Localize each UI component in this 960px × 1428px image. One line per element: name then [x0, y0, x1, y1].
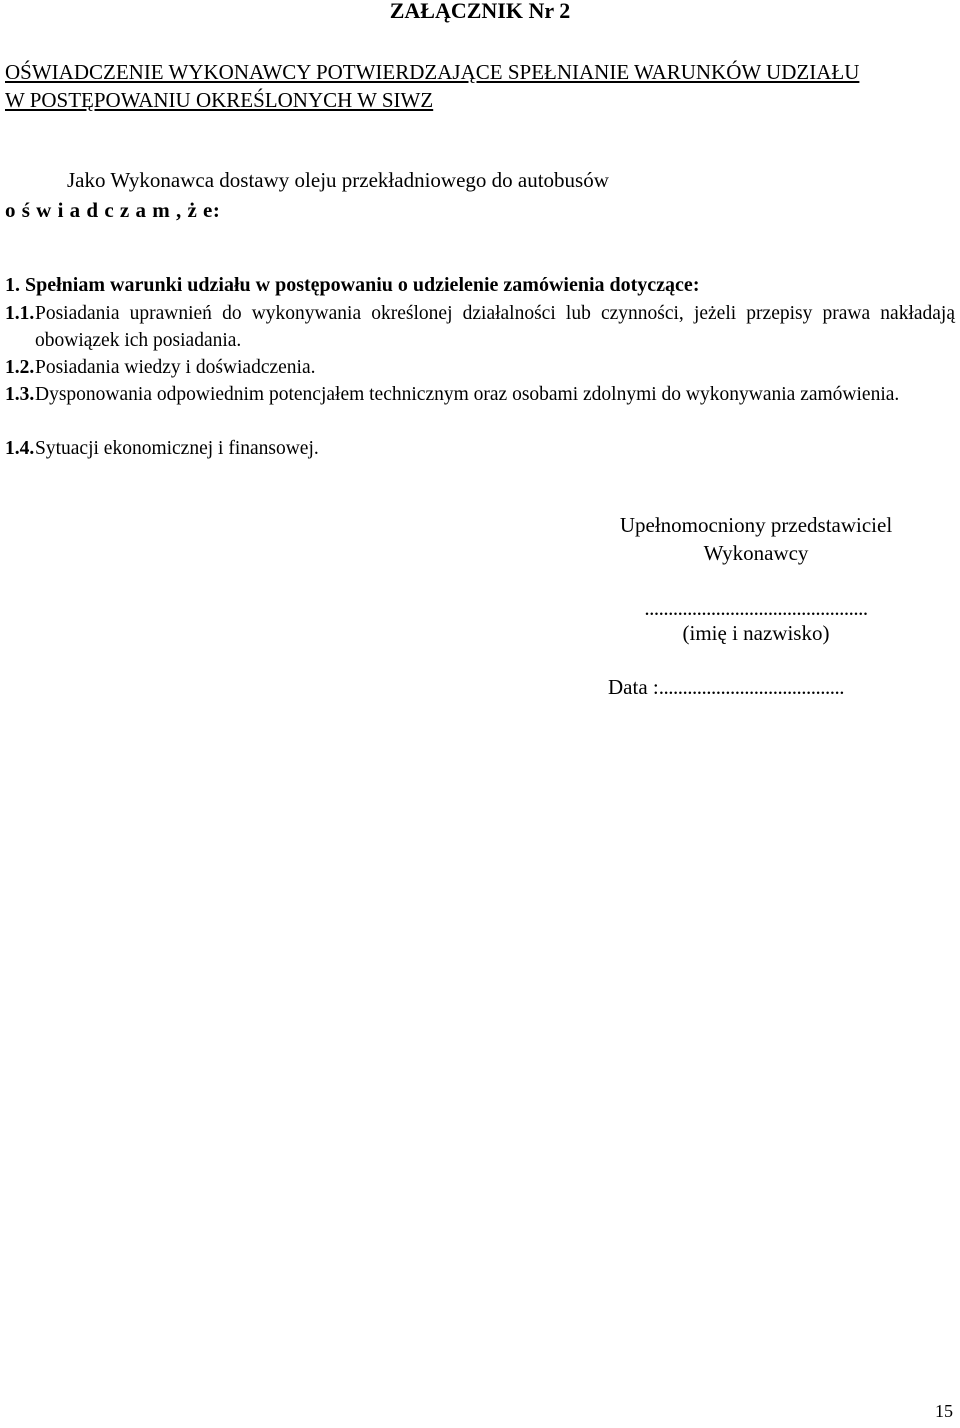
list-item-text: Sytuacji ekonomicznej i finansowej. — [35, 438, 319, 459]
date-label: Data : — [608, 675, 659, 699]
list-item-text: Posiadania uprawnień do wykonywania określonej działalności lub czynności, jeżeli przepisy prawa nakładają obowiązek ich posiadania. — [35, 303, 955, 351]
date-line — [608, 673, 844, 701]
intro-line-1: Jako Wykonawca dostawy oleju przekładniowego do autobusów — [67, 168, 609, 192]
signature-role-line-2: Wykonawcy — [703, 541, 809, 565]
list-item-number: 1.4. — [5, 438, 35, 459]
page-title: ZAŁĄCZNIK Nr 2 — [389, 0, 571, 23]
signature-name-label: (imię i nazwisko) — [682, 621, 830, 645]
list-item-1-3 — [5, 381, 955, 408]
signature-dots: ............................................... — [644, 596, 868, 620]
section-heading: 1. Spełniam warunki udziału w postępowaniu o udzielenie zamówienia dotyczące: — [5, 274, 700, 296]
list-item-text: Posiadania wiedzy i doświadczenia. — [35, 357, 316, 378]
date-dots: ....................................... — [658, 675, 844, 699]
list-item-1-4 — [5, 435, 955, 462]
statement-heading-line-2: W POSTĘPOWANIU OKREŚLONYCH W SIWZ — [5, 88, 434, 112]
list-item-number: 1.2. — [5, 357, 35, 378]
list-item-number: 1.1. — [5, 303, 35, 324]
intro-line-2: o ś w i a d c z a m , ż e: — [5, 198, 221, 222]
statement-heading-line-1: OŚWIADCZENIE WYKONAWCY POTWIERDZAJĄCE SPEŁNIANIE WARUNKÓW UDZIAŁU — [5, 60, 860, 84]
list-item-1-1 — [5, 300, 955, 354]
page-number: 15 — [935, 1401, 953, 1421]
signature-role-line-1: Upełnomocniony przedstawiciel — [619, 513, 893, 537]
list-item-number: 1.3. — [5, 384, 35, 405]
list-item-text: Dysponowania odpowiednim potencjałem technicznym oraz osobami zdolnymi do wykonywania zamówienia. — [35, 384, 900, 405]
list-item-1-2 — [5, 354, 955, 381]
